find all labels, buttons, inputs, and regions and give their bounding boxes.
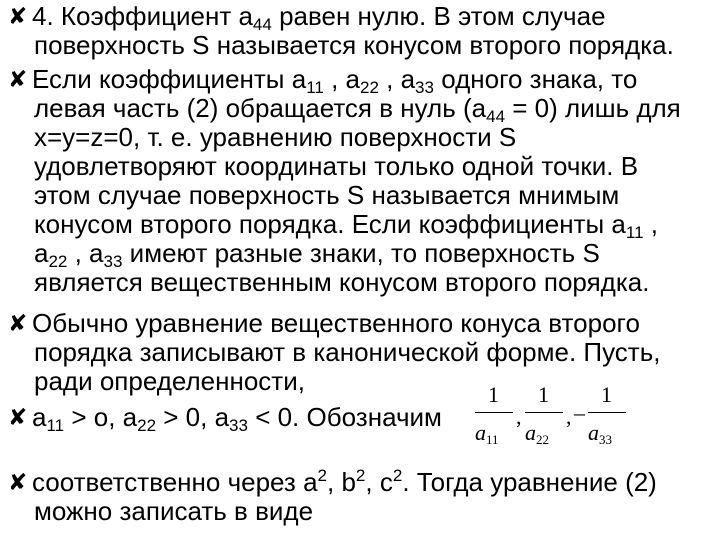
text-line: x=y=z=0, т. е. уравнению поверхности S (34, 122, 517, 152)
text-line: соответственно через $a^2$, $b^2$, $c^2$. Тогда уравнение (2) (32, 466, 657, 497)
cross-bullet-icon: ✘ (8, 469, 28, 495)
bullet-item (8, 468, 714, 526)
text-line: конусом второго порядка. Если коэффициенты $a_{11}$ , (34, 209, 658, 242)
denominator-a33: $a_{33}$ (588, 420, 612, 447)
bullet-item (8, 2, 714, 60)
cross-bullet-icon: ✘ (8, 404, 28, 430)
cross-bullet-icon: ✘ (8, 310, 28, 336)
text-line: $a_{22}$ , $a_{33}$ имеют разные знаки, то поверхность S (34, 238, 600, 271)
text-line: можно записать в виде (34, 496, 314, 526)
text-line: 4. Коэффициент $a_{44}$ равен нулю. В этом случае (32, 1, 606, 34)
minus-sign: – (574, 400, 585, 425)
numerator-one: 1 (601, 382, 612, 407)
fraction-bar (588, 412, 626, 413)
cross-bullet-icon: ✘ (8, 3, 28, 29)
text-line: Если коэффициенты $a_{11}$ , $a_{22}$ , $a_{33}$ одного знака, то (32, 64, 638, 97)
reciprocal-coefficients-formula (470, 382, 640, 462)
fraction-bar (525, 412, 563, 413)
numerator-one: 1 (488, 382, 499, 407)
text-line: Обычно уравнение вещественного конуса второго (32, 308, 640, 338)
text-line: порядка записывают в канонической форме. Пусть, (34, 337, 661, 367)
text-line: левая часть (2) обращается в нуль $(a_{44} = 0)$ лишь для (34, 93, 681, 126)
text-line: является вещественным конусом второго порядка. (34, 267, 650, 297)
fraction-bar (475, 412, 513, 413)
denominator-a22: $a_{22}$ (525, 420, 549, 447)
cross-bullet-icon: ✘ (8, 66, 28, 92)
text-line: поверхность S называется конусом второго порядка. (34, 30, 674, 60)
text-line: $a_{11} > o$, $a_{22} > 0$, $a_{33} < 0$. Обозначим (32, 402, 442, 435)
bullet-item (8, 65, 714, 297)
comma: , (566, 404, 572, 429)
text-line: ради определенности, (34, 366, 305, 396)
comma: , (516, 404, 522, 429)
denominator-a11: $a_{11}$ (475, 420, 499, 447)
text-line: удовлетворяют координаты только одной точки. В (34, 151, 639, 181)
text-line: этом случае поверхность S называется мнимым (34, 180, 620, 210)
numerator-one: 1 (538, 382, 549, 407)
